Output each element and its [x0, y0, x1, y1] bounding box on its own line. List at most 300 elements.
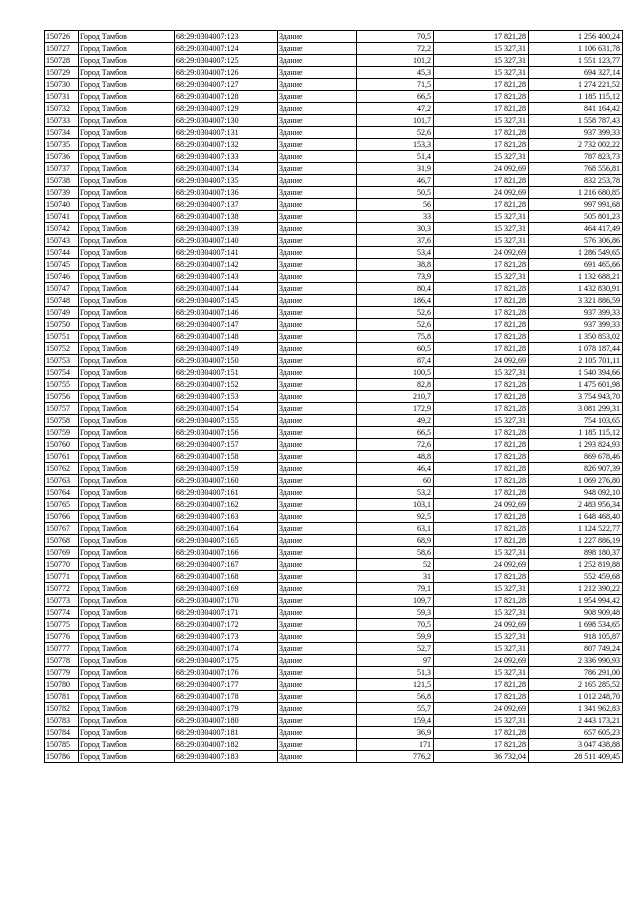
cadastral-number-cell: 68:29:0304007:176 [175, 667, 278, 679]
object-type-cell: Здание [278, 331, 357, 343]
row-id-cell: 150771 [45, 571, 79, 583]
unit-value-cell: 17 821,28 [434, 379, 529, 391]
table-row [45, 31, 623, 43]
unit-value-cell: 15 327,31 [434, 115, 529, 127]
cadastral-value-cell: 1 216 680,85 [529, 187, 623, 199]
city-cell: Город Тамбов [79, 31, 175, 43]
object-type-cell: Здание [278, 427, 357, 439]
table-row [45, 427, 623, 439]
cadastral-number-cell: 68:29:0304007:139 [175, 223, 278, 235]
area-cell: 56,8 [357, 691, 434, 703]
object-type-cell: Здание [278, 415, 357, 427]
table-row [45, 259, 623, 271]
unit-value-cell: 24 092,69 [434, 703, 529, 715]
cadastral-value-table [44, 30, 623, 763]
table-row [45, 307, 623, 319]
table-row [45, 679, 623, 691]
row-id-cell: 150764 [45, 487, 79, 499]
table-row [45, 595, 623, 607]
row-id-cell: 150741 [45, 211, 79, 223]
area-cell: 59,9 [357, 631, 434, 643]
city-cell: Город Тамбов [79, 259, 175, 271]
table-row [45, 247, 623, 259]
object-type-cell: Здание [278, 679, 357, 691]
row-id-cell: 150736 [45, 151, 79, 163]
area-cell: 87,4 [357, 355, 434, 367]
unit-value-cell: 15 327,31 [434, 583, 529, 595]
cadastral-value-cell: 1 432 830,91 [529, 283, 623, 295]
cadastral-value-cell: 807 749,24 [529, 643, 623, 655]
row-id-cell: 150775 [45, 619, 79, 631]
area-cell: 46,4 [357, 463, 434, 475]
row-id-cell: 150759 [45, 427, 79, 439]
unit-value-cell: 17 821,28 [434, 31, 529, 43]
object-type-cell: Здание [278, 163, 357, 175]
area-cell: 33 [357, 211, 434, 223]
city-cell: Город Тамбов [79, 307, 175, 319]
object-type-cell: Здание [278, 703, 357, 715]
unit-value-cell: 15 327,31 [434, 55, 529, 67]
cadastral-value-cell: 2 165 285,52 [529, 679, 623, 691]
city-cell: Город Тамбов [79, 91, 175, 103]
area-cell: 59,3 [357, 607, 434, 619]
object-type-cell: Здание [278, 199, 357, 211]
cadastral-number-cell: 68:29:0304007:167 [175, 559, 278, 571]
city-cell: Город Тамбов [79, 55, 175, 67]
table-row [45, 139, 623, 151]
row-id-cell: 150753 [45, 355, 79, 367]
table-row [45, 667, 623, 679]
cadastral-number-cell: 68:29:0304007:164 [175, 523, 278, 535]
cadastral-value-cell: 1 069 276,80 [529, 475, 623, 487]
cadastral-number-cell: 68:29:0304007:160 [175, 475, 278, 487]
row-id-cell: 150776 [45, 631, 79, 643]
cadastral-value-cell: 1 256 400,24 [529, 31, 623, 43]
row-id-cell: 150751 [45, 331, 79, 343]
city-cell: Город Тамбов [79, 451, 175, 463]
object-type-cell: Здание [278, 151, 357, 163]
area-cell: 75,8 [357, 331, 434, 343]
cadastral-number-cell: 68:29:0304007:143 [175, 271, 278, 283]
row-id-cell: 150763 [45, 475, 79, 487]
object-type-cell: Здание [278, 187, 357, 199]
cadastral-number-cell: 68:29:0304007:170 [175, 595, 278, 607]
table-row [45, 655, 623, 667]
city-cell: Город Тамбов [79, 643, 175, 655]
unit-value-cell: 17 821,28 [434, 487, 529, 499]
unit-value-cell: 24 092,69 [434, 655, 529, 667]
area-cell: 47,2 [357, 103, 434, 115]
object-type-cell: Здание [278, 463, 357, 475]
cadastral-number-cell: 68:29:0304007:140 [175, 235, 278, 247]
city-cell: Город Тамбов [79, 463, 175, 475]
row-id-cell: 150784 [45, 727, 79, 739]
table-row [45, 607, 623, 619]
city-cell: Город Тамбов [79, 235, 175, 247]
object-type-cell: Здание [278, 583, 357, 595]
unit-value-cell: 17 821,28 [434, 283, 529, 295]
cadastral-number-cell: 68:29:0304007:149 [175, 343, 278, 355]
cadastral-number-cell: 68:29:0304007:180 [175, 715, 278, 727]
cadastral-value-cell: 1 132 688,21 [529, 271, 623, 283]
table-row [45, 499, 623, 511]
cadastral-value-cell: 826 907,39 [529, 463, 623, 475]
row-id-cell: 150779 [45, 667, 79, 679]
cadastral-number-cell: 68:29:0304007:172 [175, 619, 278, 631]
unit-value-cell: 24 092,69 [434, 559, 529, 571]
city-cell: Город Тамбов [79, 511, 175, 523]
object-type-cell: Здание [278, 283, 357, 295]
object-type-cell: Здание [278, 367, 357, 379]
cadastral-value-cell: 787 823,73 [529, 151, 623, 163]
table-row [45, 739, 623, 751]
cadastral-number-cell: 68:29:0304007:144 [175, 283, 278, 295]
unit-value-cell: 17 821,28 [434, 403, 529, 415]
row-id-cell: 150750 [45, 319, 79, 331]
cadastral-number-cell: 68:29:0304007:162 [175, 499, 278, 511]
table-row [45, 451, 623, 463]
cadastral-value-cell: 464 417,49 [529, 223, 623, 235]
area-cell: 100,5 [357, 367, 434, 379]
unit-value-cell: 24 092,69 [434, 187, 529, 199]
unit-value-cell: 17 821,28 [434, 259, 529, 271]
city-cell: Город Тамбов [79, 223, 175, 235]
cadastral-value-cell: 786 291,00 [529, 667, 623, 679]
area-cell: 63,1 [357, 523, 434, 535]
table-row [45, 283, 623, 295]
cadastral-value-cell: 1 124 522,77 [529, 523, 623, 535]
city-cell: Город Тамбов [79, 247, 175, 259]
cadastral-number-cell: 68:29:0304007:131 [175, 127, 278, 139]
cadastral-value-cell: 2 336 990,93 [529, 655, 623, 667]
area-cell: 51,3 [357, 667, 434, 679]
row-id-cell: 150746 [45, 271, 79, 283]
table-row [45, 571, 623, 583]
cadastral-value-cell: 1 341 962,83 [529, 703, 623, 715]
object-type-cell: Здание [278, 307, 357, 319]
object-type-cell: Здание [278, 319, 357, 331]
unit-value-cell: 17 821,28 [434, 91, 529, 103]
area-cell: 58,6 [357, 547, 434, 559]
cadastral-number-cell: 68:29:0304007:168 [175, 571, 278, 583]
table-row [45, 223, 623, 235]
city-cell: Город Тамбов [79, 619, 175, 631]
row-id-cell: 150728 [45, 55, 79, 67]
row-id-cell: 150755 [45, 379, 79, 391]
table-row [45, 151, 623, 163]
table-row [45, 475, 623, 487]
cadastral-value-cell: 1 185 115,12 [529, 91, 623, 103]
object-type-cell: Здание [278, 139, 357, 151]
city-cell: Город Тамбов [79, 715, 175, 727]
unit-value-cell: 17 821,28 [434, 343, 529, 355]
object-type-cell: Здание [278, 667, 357, 679]
area-cell: 776,2 [357, 751, 434, 763]
object-type-cell: Здание [278, 103, 357, 115]
unit-value-cell: 15 327,31 [434, 607, 529, 619]
area-cell: 46,7 [357, 175, 434, 187]
row-id-cell: 150772 [45, 583, 79, 595]
table-row [45, 511, 623, 523]
city-cell: Город Тамбов [79, 295, 175, 307]
area-cell: 71,5 [357, 79, 434, 91]
area-cell: 52,6 [357, 127, 434, 139]
row-id-cell: 150745 [45, 259, 79, 271]
unit-value-cell: 17 821,28 [434, 679, 529, 691]
area-cell: 210,7 [357, 391, 434, 403]
unit-value-cell: 15 327,31 [434, 547, 529, 559]
cadastral-number-cell: 68:29:0304007:138 [175, 211, 278, 223]
unit-value-cell: 17 821,28 [434, 391, 529, 403]
object-type-cell: Здание [278, 403, 357, 415]
cadastral-number-cell: 68:29:0304007:127 [175, 79, 278, 91]
unit-value-cell: 17 821,28 [434, 691, 529, 703]
area-cell: 48,8 [357, 451, 434, 463]
row-id-cell: 150778 [45, 655, 79, 667]
unit-value-cell: 15 327,31 [434, 715, 529, 727]
table-row [45, 55, 623, 67]
object-type-cell: Здание [278, 355, 357, 367]
area-cell: 97 [357, 655, 434, 667]
table-row [45, 319, 623, 331]
cadastral-value-cell: 1 698 534,65 [529, 619, 623, 631]
cadastral-value-cell: 948 092,10 [529, 487, 623, 499]
city-cell: Город Тамбов [79, 43, 175, 55]
city-cell: Город Тамбов [79, 487, 175, 499]
object-type-cell: Здание [278, 691, 357, 703]
city-cell: Город Тамбов [79, 379, 175, 391]
row-id-cell: 150765 [45, 499, 79, 511]
city-cell: Город Тамбов [79, 439, 175, 451]
cadastral-number-cell: 68:29:0304007:145 [175, 295, 278, 307]
table-row [45, 751, 623, 763]
city-cell: Город Тамбов [79, 607, 175, 619]
table-row [45, 463, 623, 475]
area-cell: 38,8 [357, 259, 434, 271]
row-id-cell: 150733 [45, 115, 79, 127]
area-cell: 36,9 [357, 727, 434, 739]
area-cell: 66,5 [357, 91, 434, 103]
row-id-cell: 150739 [45, 187, 79, 199]
cadastral-value-cell: 937 399,33 [529, 127, 623, 139]
area-cell: 70,5 [357, 619, 434, 631]
city-cell: Город Тамбов [79, 631, 175, 643]
city-cell: Город Тамбов [79, 415, 175, 427]
unit-value-cell: 15 327,31 [434, 211, 529, 223]
unit-value-cell: 17 821,28 [434, 175, 529, 187]
table-row [45, 343, 623, 355]
city-cell: Город Тамбов [79, 499, 175, 511]
cadastral-value-cell: 657 605,23 [529, 727, 623, 739]
cadastral-number-cell: 68:29:0304007:179 [175, 703, 278, 715]
table-row [45, 367, 623, 379]
row-id-cell: 150740 [45, 199, 79, 211]
cadastral-value-cell: 3 081 299,31 [529, 403, 623, 415]
area-cell: 37,6 [357, 235, 434, 247]
table-body [45, 31, 623, 763]
row-id-cell: 150734 [45, 127, 79, 139]
area-cell: 153,3 [357, 139, 434, 151]
object-type-cell: Здание [278, 271, 357, 283]
table-row [45, 619, 623, 631]
area-cell: 31 [357, 571, 434, 583]
cadastral-value-cell: 754 103,65 [529, 415, 623, 427]
area-cell: 55,7 [357, 703, 434, 715]
row-id-cell: 150726 [45, 31, 79, 43]
cadastral-number-cell: 68:29:0304007:151 [175, 367, 278, 379]
cadastral-value-cell: 2 483 956,34 [529, 499, 623, 511]
area-cell: 92,5 [357, 511, 434, 523]
row-id-cell: 150747 [45, 283, 79, 295]
unit-value-cell: 17 821,28 [434, 319, 529, 331]
cadastral-number-cell: 68:29:0304007:123 [175, 31, 278, 43]
object-type-cell: Здание [278, 547, 357, 559]
area-cell: 186,4 [357, 295, 434, 307]
cadastral-value-cell: 3 321 886,59 [529, 295, 623, 307]
object-type-cell: Здание [278, 535, 357, 547]
city-cell: Город Тамбов [79, 175, 175, 187]
table-row [45, 403, 623, 415]
cadastral-value-cell: 1 293 824,93 [529, 439, 623, 451]
city-cell: Город Тамбов [79, 319, 175, 331]
cadastral-number-cell: 68:29:0304007:132 [175, 139, 278, 151]
area-cell: 50,5 [357, 187, 434, 199]
area-cell: 56 [357, 199, 434, 211]
table-row [45, 535, 623, 547]
unit-value-cell: 15 327,31 [434, 223, 529, 235]
cadastral-value-cell: 1 274 221,52 [529, 79, 623, 91]
cadastral-value-cell: 1 252 819,88 [529, 559, 623, 571]
area-cell: 52,7 [357, 643, 434, 655]
row-id-cell: 150769 [45, 547, 79, 559]
area-cell: 68,9 [357, 535, 434, 547]
row-id-cell: 150735 [45, 139, 79, 151]
object-type-cell: Здание [278, 391, 357, 403]
cadastral-value-cell: 1 558 787,43 [529, 115, 623, 127]
cadastral-value-cell: 552 459,68 [529, 571, 623, 583]
area-cell: 101,7 [357, 115, 434, 127]
cadastral-number-cell: 68:29:0304007:157 [175, 439, 278, 451]
cadastral-value-cell: 2 443 173,21 [529, 715, 623, 727]
cadastral-number-cell: 68:29:0304007:125 [175, 55, 278, 67]
area-cell: 82,8 [357, 379, 434, 391]
unit-value-cell: 15 327,31 [434, 271, 529, 283]
row-id-cell: 150767 [45, 523, 79, 535]
cadastral-value-cell: 869 678,46 [529, 451, 623, 463]
city-cell: Город Тамбов [79, 691, 175, 703]
table-row [45, 547, 623, 559]
object-type-cell: Здание [278, 655, 357, 667]
object-type-cell: Здание [278, 643, 357, 655]
unit-value-cell: 15 327,31 [434, 631, 529, 643]
row-id-cell: 150742 [45, 223, 79, 235]
cadastral-value-cell: 1 106 631,78 [529, 43, 623, 55]
city-cell: Город Тамбов [79, 127, 175, 139]
row-id-cell: 150762 [45, 463, 79, 475]
cadastral-value-cell: 1 227 886,19 [529, 535, 623, 547]
cadastral-value-cell: 918 105,87 [529, 631, 623, 643]
cadastral-number-cell: 68:29:0304007:124 [175, 43, 278, 55]
object-type-cell: Здание [278, 499, 357, 511]
area-cell: 60 [357, 475, 434, 487]
unit-value-cell: 24 092,69 [434, 499, 529, 511]
area-cell: 103,1 [357, 499, 434, 511]
row-id-cell: 150732 [45, 103, 79, 115]
city-cell: Город Тамбов [79, 139, 175, 151]
cadastral-value-cell: 1 648 468,40 [529, 511, 623, 523]
area-cell: 31,9 [357, 163, 434, 175]
cadastral-number-cell: 68:29:0304007:142 [175, 259, 278, 271]
unit-value-cell: 17 821,28 [434, 439, 529, 451]
city-cell: Город Тамбов [79, 679, 175, 691]
table-row [45, 295, 623, 307]
row-id-cell: 150783 [45, 715, 79, 727]
city-cell: Город Тамбов [79, 163, 175, 175]
cadastral-value-cell: 3 047 438,88 [529, 739, 623, 751]
unit-value-cell: 15 327,31 [434, 643, 529, 655]
object-type-cell: Здание [278, 559, 357, 571]
object-type-cell: Здание [278, 751, 357, 763]
unit-value-cell: 24 092,69 [434, 355, 529, 367]
cadastral-value-cell: 898 180,37 [529, 547, 623, 559]
unit-value-cell: 17 821,28 [434, 523, 529, 535]
cadastral-number-cell: 68:29:0304007:169 [175, 583, 278, 595]
table-row [45, 643, 623, 655]
cadastral-value-cell: 505 801,23 [529, 211, 623, 223]
table-row [45, 523, 623, 535]
cadastral-number-cell: 68:29:0304007:181 [175, 727, 278, 739]
table-row [45, 559, 623, 571]
city-cell: Город Тамбов [79, 547, 175, 559]
cadastral-number-cell: 68:29:0304007:136 [175, 187, 278, 199]
table-row [45, 271, 623, 283]
area-cell: 53,2 [357, 487, 434, 499]
cadastral-value-cell: 937 399,33 [529, 307, 623, 319]
cadastral-value-cell: 1 350 853,02 [529, 331, 623, 343]
cadastral-number-cell: 68:29:0304007:163 [175, 511, 278, 523]
unit-value-cell: 17 821,28 [434, 727, 529, 739]
cadastral-value-cell: 694 327,14 [529, 67, 623, 79]
row-id-cell: 150785 [45, 739, 79, 751]
row-id-cell: 150744 [45, 247, 79, 259]
table-row [45, 187, 623, 199]
unit-value-cell: 17 821,28 [434, 307, 529, 319]
cadastral-value-cell: 2 105 701,11 [529, 355, 623, 367]
table-row [45, 103, 623, 115]
object-type-cell: Здание [278, 451, 357, 463]
row-id-cell: 150737 [45, 163, 79, 175]
object-type-cell: Здание [278, 715, 357, 727]
area-cell: 121,5 [357, 679, 434, 691]
city-cell: Город Тамбов [79, 751, 175, 763]
object-type-cell: Здание [278, 487, 357, 499]
row-id-cell: 150766 [45, 511, 79, 523]
city-cell: Город Тамбов [79, 655, 175, 667]
cadastral-value-cell: 28 511 409,45 [529, 751, 623, 763]
object-type-cell: Здание [278, 619, 357, 631]
unit-value-cell: 17 821,28 [434, 139, 529, 151]
area-cell: 45,3 [357, 67, 434, 79]
city-cell: Город Тамбов [79, 475, 175, 487]
object-type-cell: Здание [278, 595, 357, 607]
object-type-cell: Здание [278, 211, 357, 223]
cadastral-value-cell: 1 012 248,70 [529, 691, 623, 703]
unit-value-cell: 15 327,31 [434, 667, 529, 679]
table-row [45, 379, 623, 391]
cadastral-number-cell: 68:29:0304007:183 [175, 751, 278, 763]
row-id-cell: 150758 [45, 415, 79, 427]
cadastral-number-cell: 68:29:0304007:129 [175, 103, 278, 115]
